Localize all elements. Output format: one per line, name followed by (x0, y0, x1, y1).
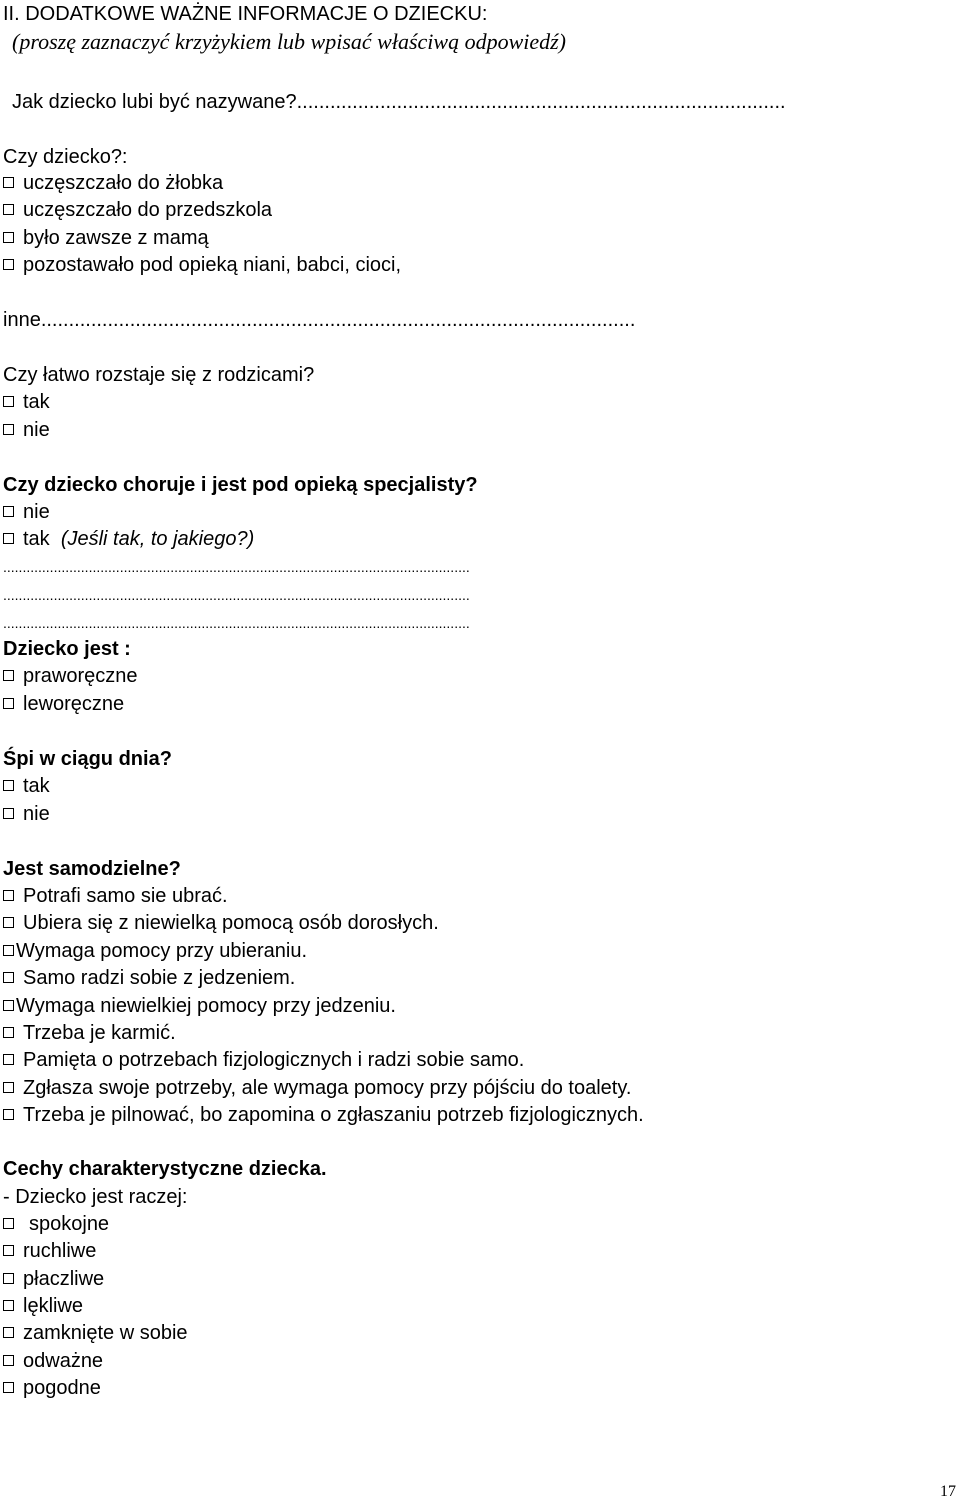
checkbox-icon[interactable] (3, 1300, 14, 1311)
checkbox-icon[interactable] (3, 808, 14, 819)
section-instruction: (proszę zaznaczyć krzyżykiem lub wpisać właściwą odpowiedź) (12, 29, 567, 54)
trait-option[interactable]: spokojne (3, 1212, 109, 1236)
checkbox-icon[interactable] (3, 890, 14, 901)
option-preschool[interactable]: uczęszczało do przedszkola (3, 198, 272, 222)
sleep-question: Śpi w ciągu dnia? (3, 748, 172, 770)
checkbox-icon[interactable] (3, 780, 14, 791)
illness-no[interactable]: nie (3, 500, 50, 524)
illness-detail-line[interactable]: ........................................................................................................................ (3, 615, 470, 631)
checkbox-icon[interactable] (3, 972, 14, 983)
checkbox-icon[interactable] (3, 204, 14, 215)
trait-option[interactable]: ruchliwe (3, 1239, 96, 1263)
independence-question: Jest samodzielne? (3, 858, 181, 880)
illness-question: Czy dziecko choruje i jest pod opieką specjalisty? (3, 474, 478, 496)
checkbox-icon[interactable] (3, 259, 14, 270)
checkbox-icon[interactable] (3, 424, 14, 435)
checkbox-icon[interactable] (3, 396, 14, 407)
checkbox-icon[interactable] (3, 232, 14, 243)
independence-option[interactable]: Pamięta o potrzebach fizjologicznych i radzi sobie samo. (3, 1048, 524, 1072)
checkbox-icon[interactable] (3, 1218, 14, 1229)
checkbox-icon[interactable] (3, 1054, 14, 1065)
checkbox-icon[interactable] (3, 698, 14, 709)
checkbox-icon[interactable] (3, 177, 14, 188)
option-nursery[interactable]: uczęszczało do żłobka (3, 171, 223, 195)
illness-note: (Jeśli tak, to jakiego?) (60, 528, 255, 550)
trait-option[interactable]: lękliwe (3, 1294, 83, 1318)
option-left-handed[interactable]: leworęczne (3, 692, 124, 716)
nickname-field[interactable]: Jak dziecko lubi być nazywane?........................................................................................ (12, 91, 786, 113)
checkbox-icon[interactable] (3, 533, 14, 544)
checkbox-icon[interactable] (3, 945, 14, 956)
checkbox-icon[interactable] (3, 917, 14, 928)
option-with-mom[interactable]: było zawsze z mamą (3, 226, 209, 250)
checkbox-icon[interactable] (3, 670, 14, 681)
checkbox-icon[interactable] (3, 1327, 14, 1338)
independence-option[interactable]: Wymaga niewielkiej pomocy przy jedzeniu. (3, 994, 396, 1018)
traits-heading: Cechy charakterystyczne dziecka. (3, 1158, 327, 1180)
independence-option[interactable]: Potrafi samo sie ubrać. (3, 884, 228, 908)
illness-yes[interactable]: tak (Jeśli tak, to jakiego?) (3, 527, 254, 551)
independence-option[interactable]: Wymaga pomocy przy ubieraniu. (3, 939, 307, 963)
checkbox-icon[interactable] (3, 1245, 14, 1256)
separation-question: Czy łatwo rozstaje się z rodzicami? (3, 364, 315, 386)
trait-option[interactable]: pogodne (3, 1376, 101, 1400)
section-title: II. DODATKOWE WAŻNE INFORMACJE O DZIECKU: (3, 3, 488, 25)
independence-option[interactable]: Trzeba je pilnować, bo zapomina o zgłaszaniu potrzeb fizjologicznych. (3, 1103, 644, 1127)
checkbox-icon[interactable] (3, 506, 14, 517)
checkbox-icon[interactable] (3, 1273, 14, 1284)
independence-option[interactable]: Samo radzi sobie z jedzeniem. (3, 966, 295, 990)
background-question: Czy dziecko?: (3, 146, 128, 168)
checkbox-icon[interactable] (3, 1355, 14, 1366)
option-nanny[interactable]: pozostawało pod opieką niani, babci, cioci, (3, 253, 401, 277)
illness-detail-line[interactable]: ........................................................................................................................ (3, 559, 470, 575)
traits-subheading: - Dziecko jest raczej: (3, 1186, 188, 1208)
checkbox-icon[interactable] (3, 1082, 14, 1093)
checkbox-icon[interactable] (3, 1109, 14, 1120)
option-right-handed[interactable]: praworęczne (3, 664, 138, 688)
illness-detail-line[interactable]: ........................................................................................................................ (3, 587, 470, 603)
independence-option[interactable]: Trzeba je karmić. (3, 1021, 176, 1045)
independence-option[interactable]: Zgłasza swoje potrzeby, ale wymaga pomocy przy pójściu do toalety. (3, 1076, 631, 1100)
independence-option[interactable]: Ubiera się z niewielką pomocą osób dorosłych. (3, 911, 439, 935)
checkbox-icon[interactable] (3, 1382, 14, 1393)
separation-yes[interactable]: tak (3, 390, 50, 414)
trait-option[interactable]: odważne (3, 1349, 103, 1373)
trait-option[interactable]: płaczliwe (3, 1267, 104, 1291)
separation-no[interactable]: nie (3, 418, 50, 442)
checkbox-icon[interactable] (3, 1027, 14, 1038)
checkbox-icon[interactable] (3, 1000, 14, 1011)
sleep-no[interactable]: nie (3, 802, 50, 826)
trait-option[interactable]: zamknięte w sobie (3, 1321, 188, 1345)
sleep-yes[interactable]: tak (3, 774, 50, 798)
option-other-field[interactable]: inne........................................................................................................... (3, 309, 636, 331)
page-number: 17 (940, 1483, 956, 1500)
handedness-question: Dziecko jest : (3, 638, 131, 660)
